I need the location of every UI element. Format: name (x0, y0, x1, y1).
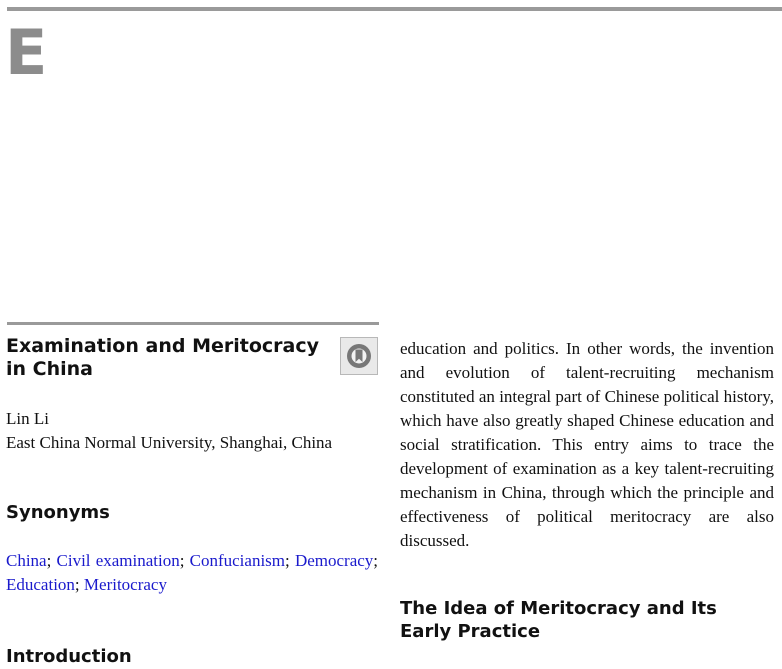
entry-rule (7, 322, 379, 325)
body-paragraph: education and politics. In other words, the invention and evolution of talent-recruiting mechanism constituted an integral part of Chinese political history, which have also greatly shaped Chinese education and social stratification. This entry aims to trace the development of examination as a key talent-recruiting mechanism in China, through which the principle and effectiveness of political meritocracy are also discussed. (400, 339, 774, 550)
synonym-link-china[interactable]: China (6, 551, 47, 570)
synonyms-heading: Synonyms (6, 502, 110, 523)
top-rule (7, 7, 782, 11)
crossmark-icon (345, 342, 373, 370)
section-heading-meritocracy: The Idea of Meritocracy and Its Early Practice (400, 598, 717, 642)
synonyms-list: China; Civil examination; Confucianism; Democracy; Education; Meritocracy (6, 551, 379, 594)
synonym-link-democracy[interactable]: Democracy (294, 551, 374, 570)
section-letter: E (5, 16, 48, 89)
author-block (6, 407, 332, 455)
crossmark-button[interactable] (340, 337, 378, 375)
author-affiliation: East China Normal University, Shanghai, China (6, 433, 333, 452)
author-name: Lin Li (6, 409, 49, 428)
synonym-link-civil-examination[interactable]: Civil examination (56, 551, 180, 570)
synonym-link-education[interactable]: Education (6, 575, 75, 594)
synonym-link-confucianism[interactable]: Confucianism (189, 551, 286, 570)
introduction-heading: Introduction (6, 646, 132, 667)
synonym-link-meritocracy[interactable]: Meritocracy (83, 575, 167, 594)
entry-title: Examination and Meritocracy in China (6, 335, 319, 380)
